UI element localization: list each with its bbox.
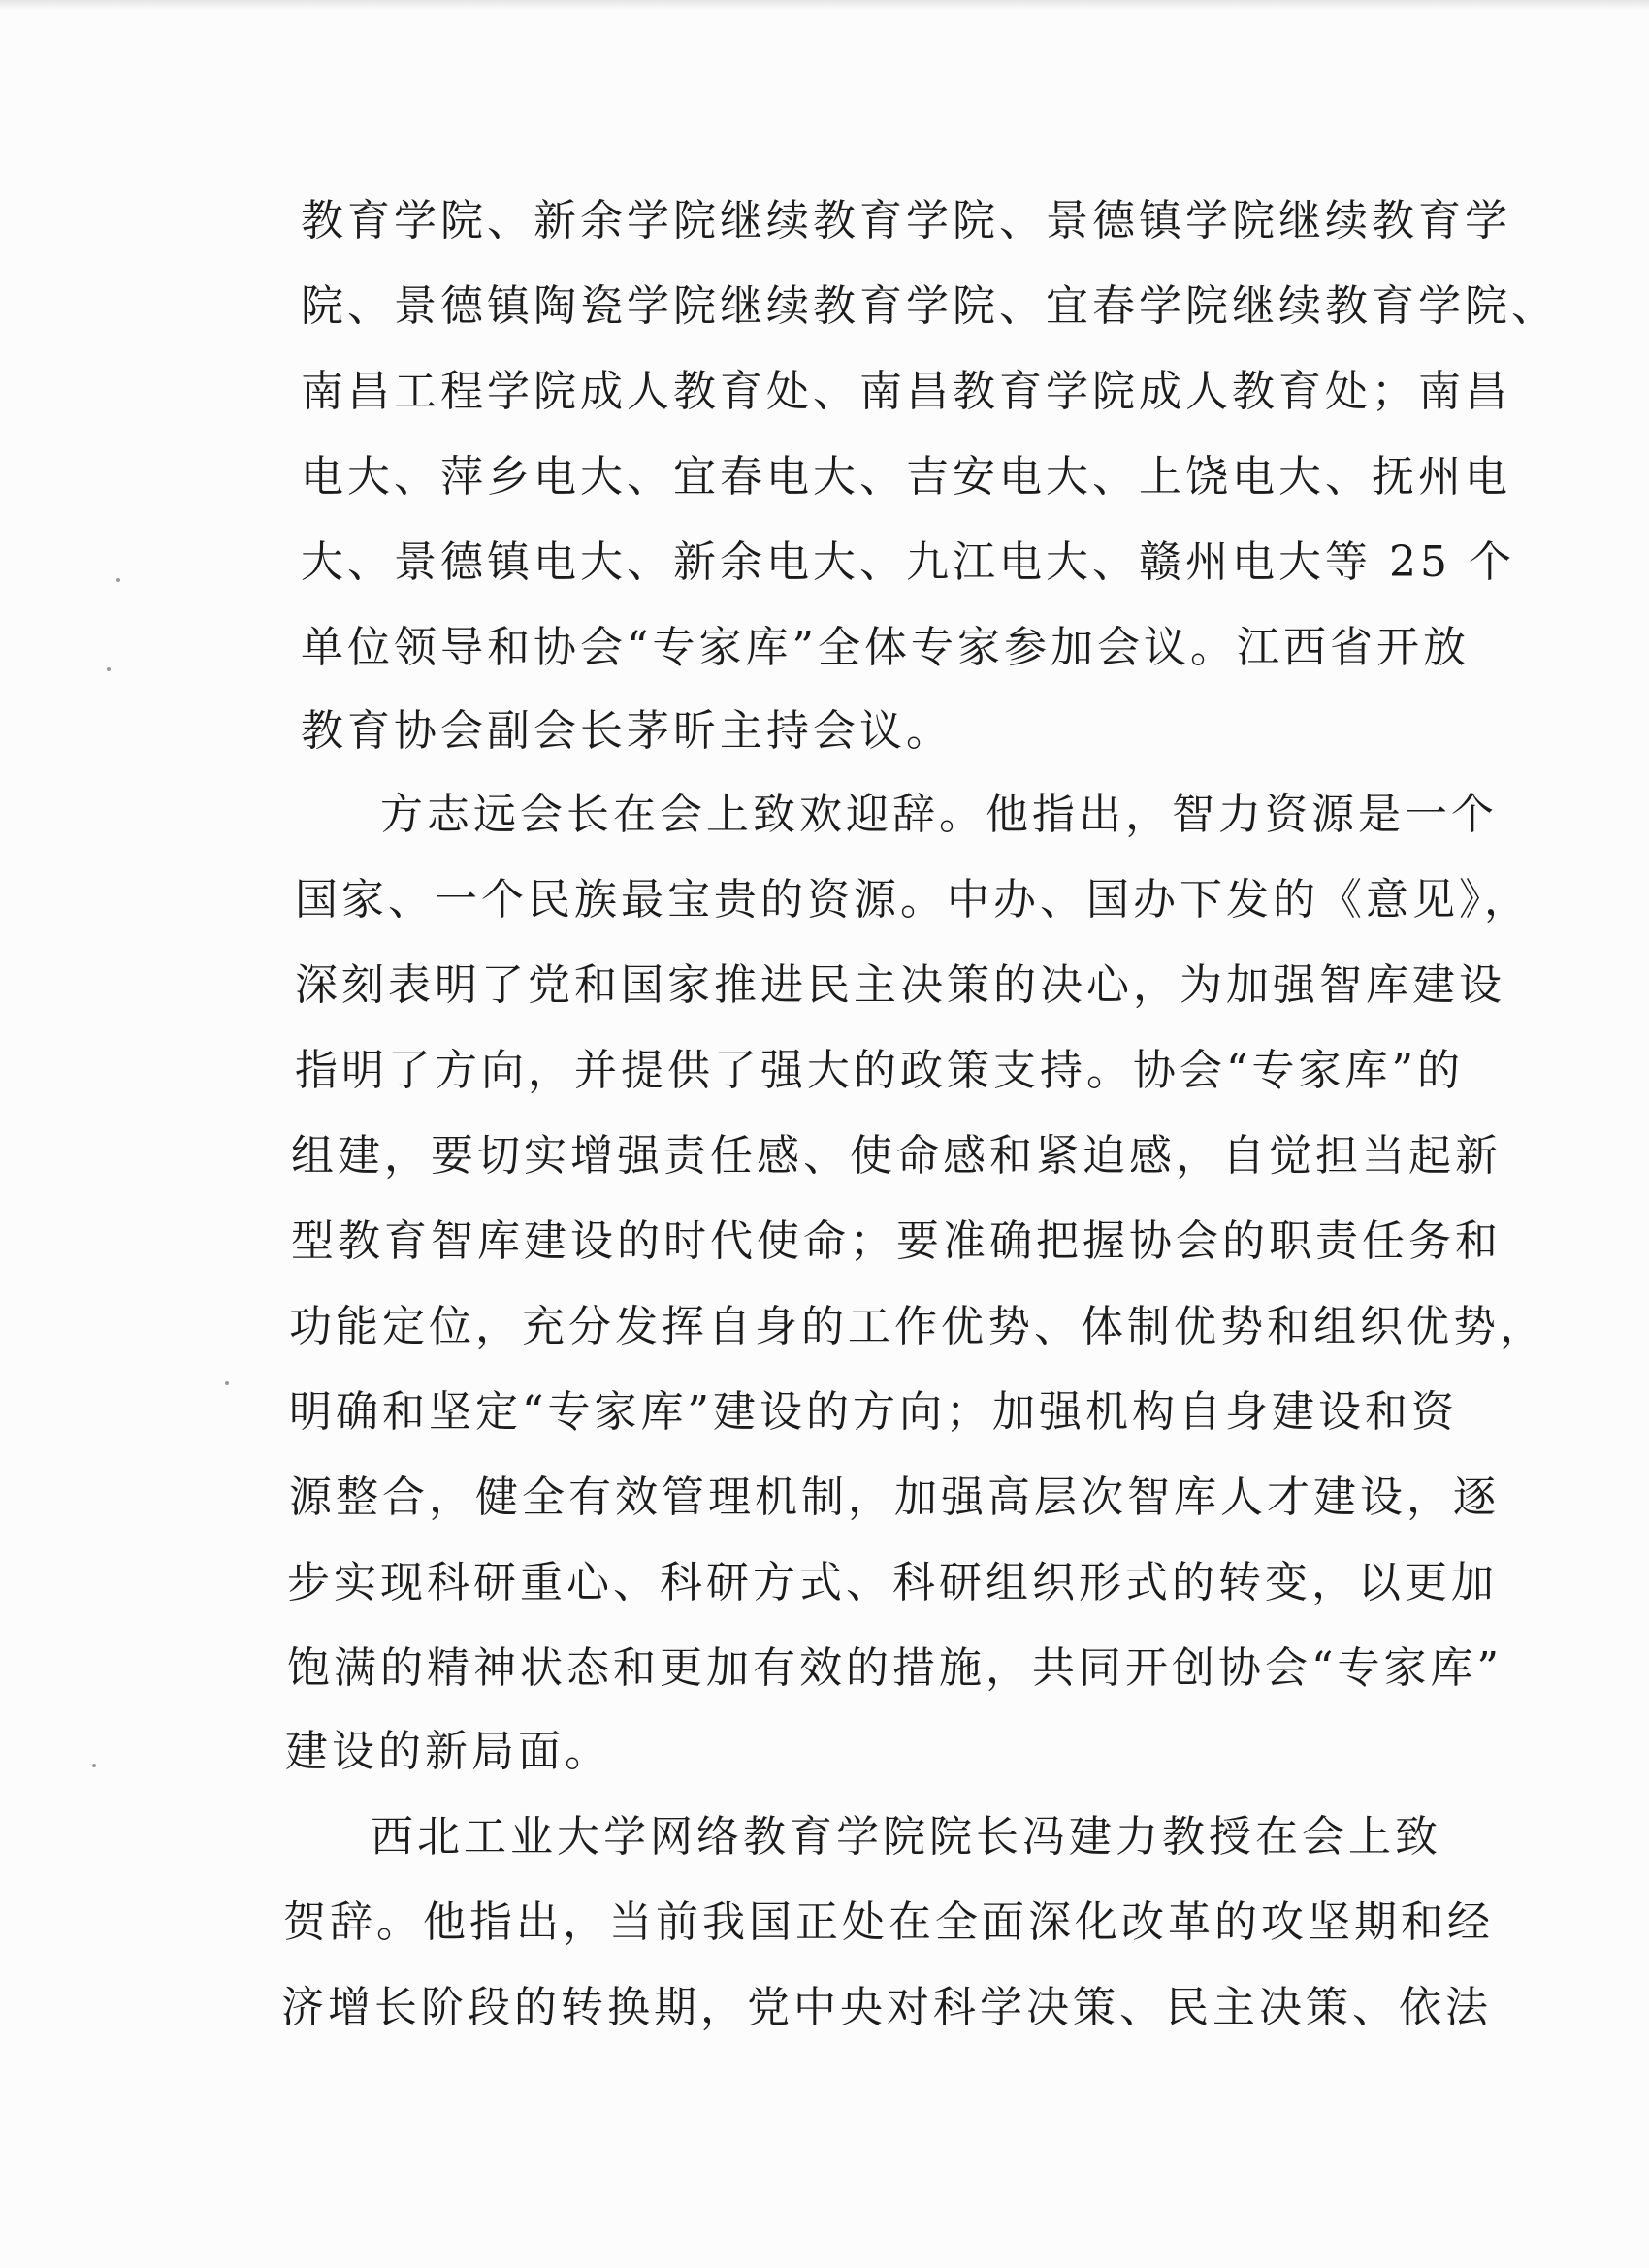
paragraph-1-line-7: 教育协会副会长茅昕主持会议。 [301,706,953,756]
paragraph-2-line-2: 国家、一个民族最宝贵的资源。中办、国办下发的《意见》， [295,875,1531,924]
scan-speck [107,667,111,671]
paragraph-1-line-4: 电大、萍乡电大、宜春电大、吉安电大、上饶电大、抚州电 [301,452,1511,502]
paragraph-2-line-4: 指明了方向，并提供了强大的政策支持。协会“专家库”的 [295,1046,1464,1095]
paragraph-2-line-5: 组建，要切实增强责任感、使命感和紧迫感，自觉担当起新 [291,1131,1502,1181]
paragraph-2-line-1: 方志远会长在会上致欢迎辞。他指出，智力资源是一个 [380,790,1498,839]
paragraph-2-line-7: 功能定位，充分发挥自身的工作优势、体制优势和组织优势， [289,1302,1546,1351]
paragraph-2-line-6: 型教育智库建设的时代使命；要准确把握协会的职责任务和 [291,1216,1502,1266]
paragraph-1-line-6: 单位领导和协会“专家库”全体专家参加会议。江西省开放 [301,623,1470,672]
paragraph-3-line-2: 贺辞。他指出，当前我国正处在全面深化改革的攻坚期和经 [283,1897,1494,1947]
paragraph-2-line-8: 明确和坚定“专家库”建设的方向；加强机构自身建设和资 [289,1387,1458,1437]
scan-speck [116,578,120,582]
paragraph-1-line-3: 南昌工程学院成人教育处、南昌教育学院成人教育处；南昌 [301,367,1511,416]
scan-speck [92,1764,96,1767]
scan-speck [225,1381,229,1385]
paragraph-2-line-3: 深刻表明了党和国家推进民主决策的决心，为加强智库建设 [295,960,1505,1010]
paragraph-2-line-12: 建设的新局面。 [285,1727,611,1776]
paragraph-1-line-2: 院、景德镇陶瓷学院继续教育学院、宜春学院继续教育学院、 [301,281,1558,331]
paragraph-1-line-1: 教育学院、新余学院继续教育学院、景德镇学院继续教育学 [301,196,1511,245]
paragraph-3-line-1: 西北工业大学网络教育学院院长冯建力教授在会上致 [371,1812,1441,1862]
scan-top-edge [0,0,1649,10]
paragraph-2-line-10: 步实现科研重心、科研方式、科研组织形式的转变，以更加 [287,1558,1498,1607]
paragraph-1-line-5: 大、景德镇电大、新余电大、九江电大、赣州电大等 25 个 [301,537,1515,587]
paragraph-2-line-9: 源整合，健全有效管理机制，加强高层次智库人才建设，逐 [289,1473,1500,1522]
paragraph-2-line-11: 饱满的精神状态和更加有效的措施，共同开创协会“专家库” [287,1643,1503,1693]
paragraph-3-line-3: 济增长阶段的转换期，党中央对科学决策、民主决策、依法 [281,1983,1492,2032]
